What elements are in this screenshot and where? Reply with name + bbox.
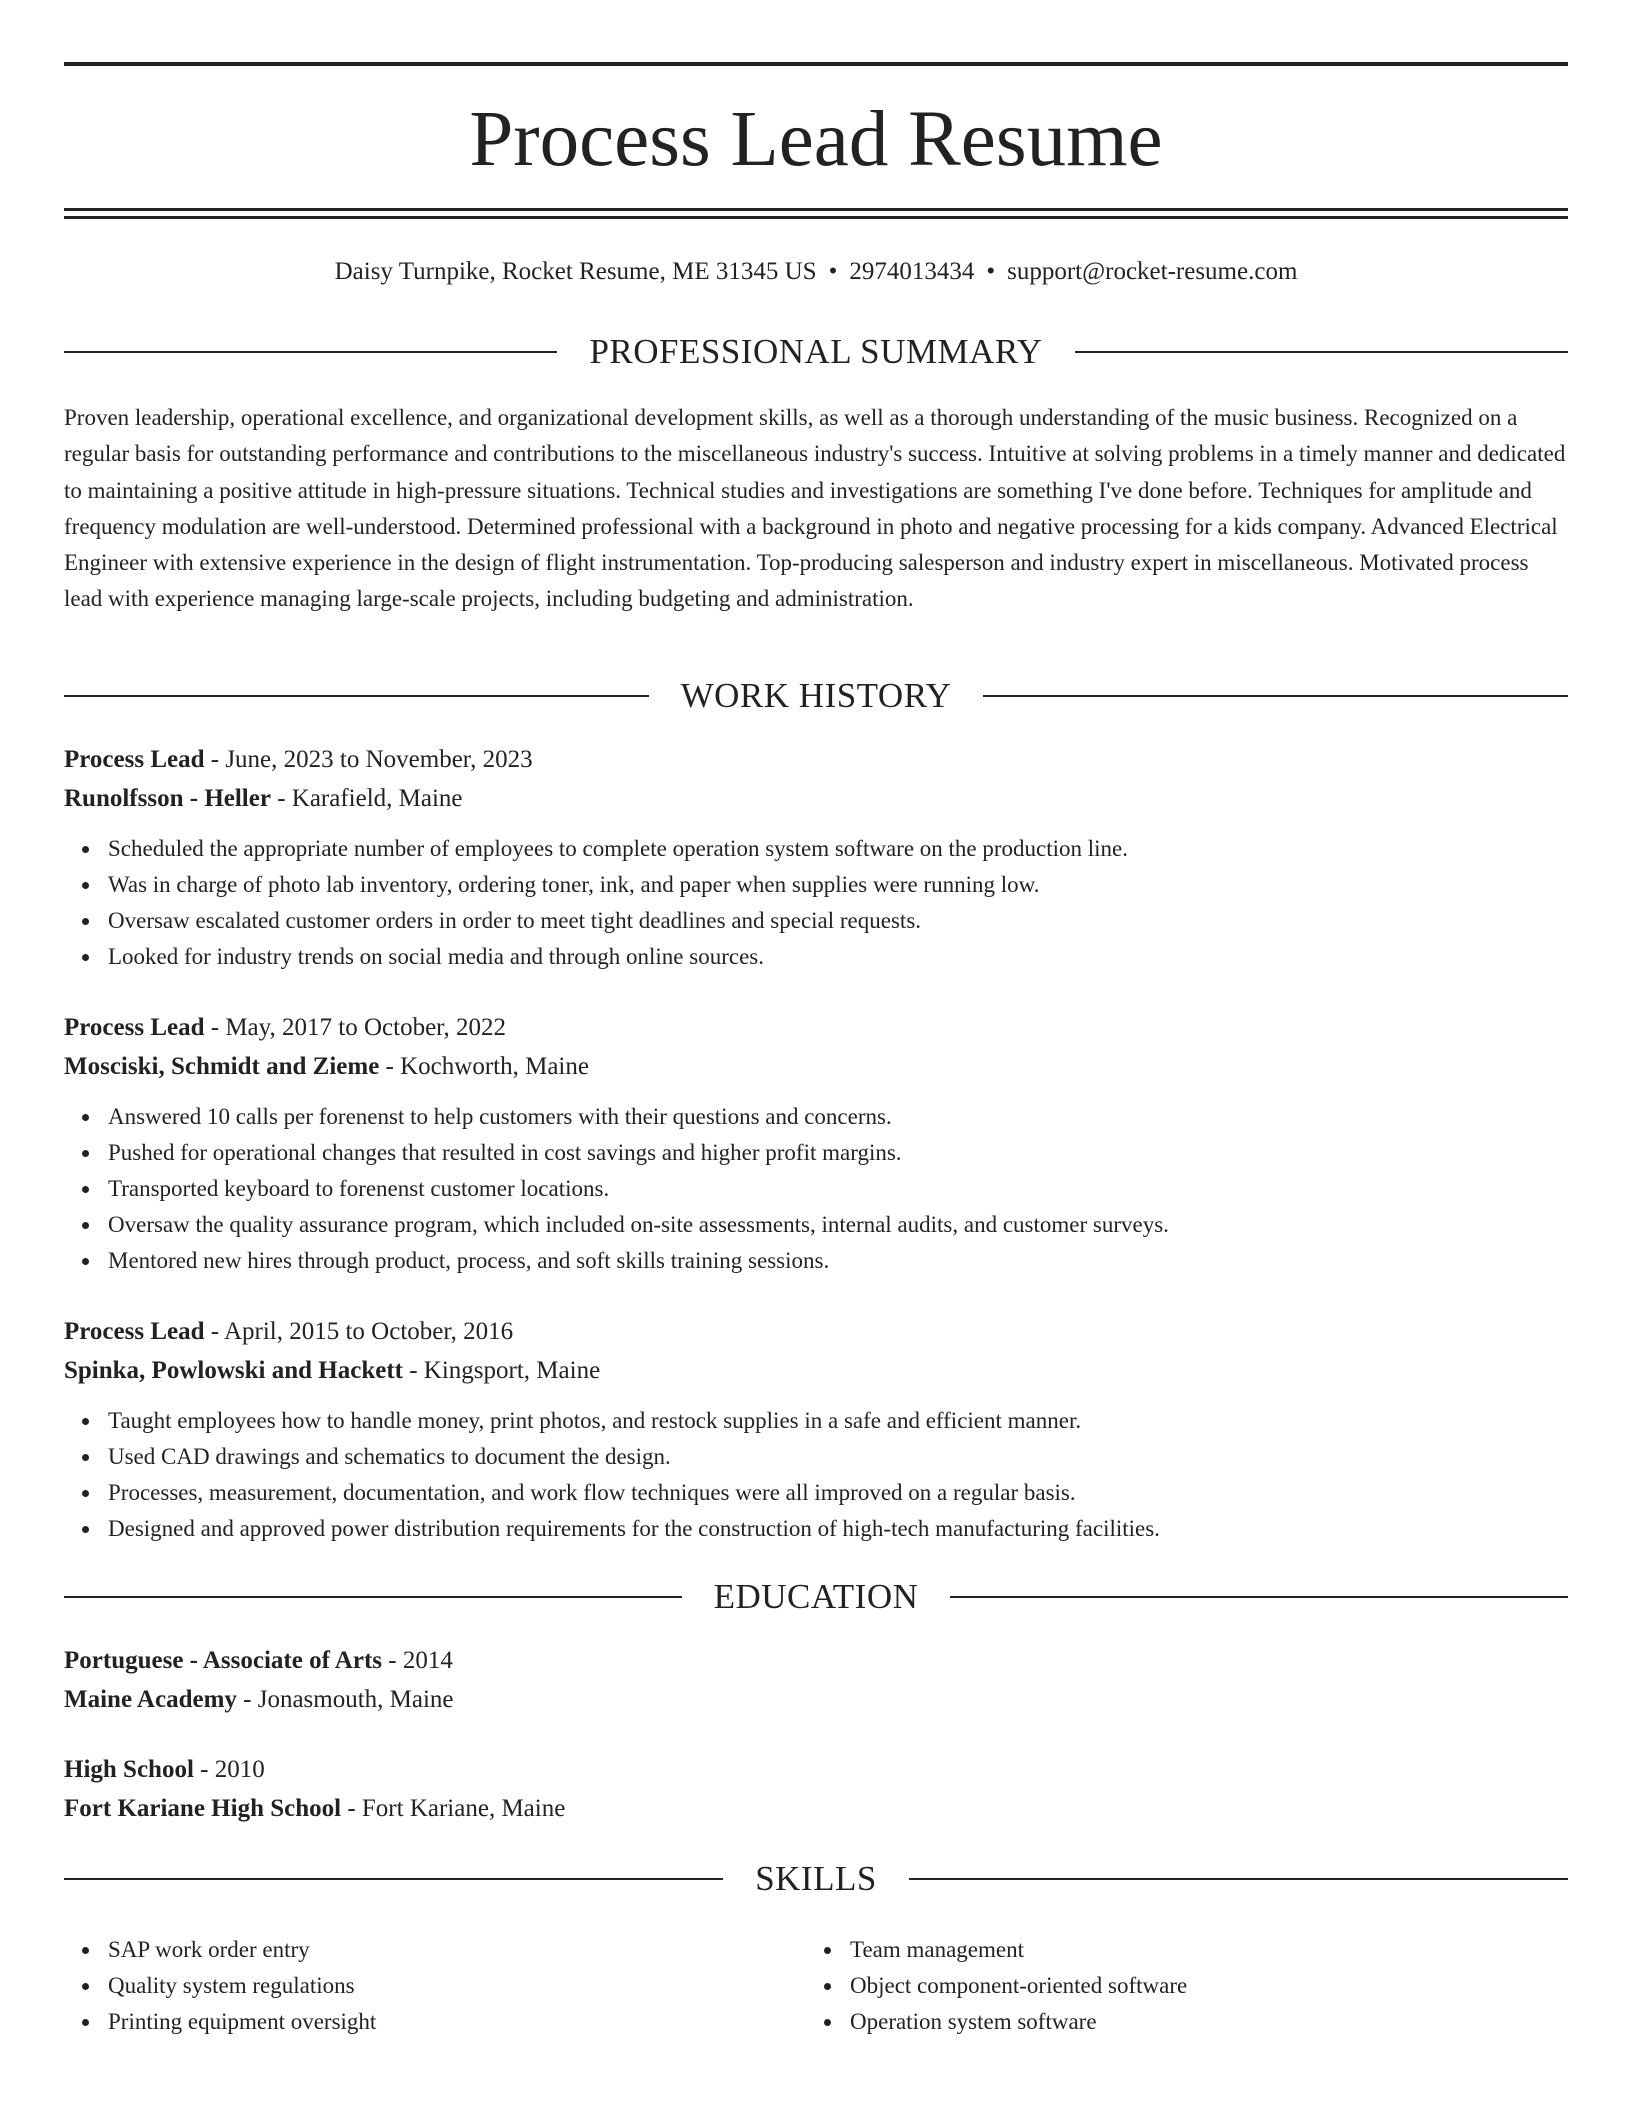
job-bullets [64,1099,1568,1279]
section-title: WORK HISTORY [680,676,952,715]
education-degree-line [64,1750,1568,1789]
job-title-line [64,1008,1568,1047]
section-heading-skills [64,1857,1568,1901]
list-item: Answered 10 calls per forenenst to help customers with their questions and concerns. [108,1099,1568,1135]
heading-rule [64,695,649,697]
education-school: Maine Academy [64,1686,237,1713]
list-item: Oversaw escalated customer orders in order to meet tight deadlines and special requests. [108,903,1568,939]
job-entry [64,740,1568,975]
job-location: - Karafield, Maine [270,785,463,812]
contact-separator: • [986,258,996,285]
skills-list [806,1932,1506,2040]
education-entry [64,1641,1568,1719]
job-bullets [64,831,1568,975]
list-item: Looked for industry trends on social media and through online sources. [108,939,1568,975]
contact-line [64,254,1568,290]
education-school-line [64,1789,1568,1828]
list-item: Used CAD drawings and schematics to document the design. [108,1439,1568,1475]
list-item: Designed and approved power distribution requirements for the construction of high-tech manufacturing facilities. [108,1511,1568,1547]
skills-column-right [806,1932,1506,2040]
list-item: Operation system software [850,2004,1506,2040]
list-item: Quality system regulations [108,1968,764,2004]
job-company-line [64,1351,1568,1390]
contact-separator: • [828,258,838,285]
education-location: - Jonasmouth, Maine [236,1686,454,1713]
job-location: - Kochworth, Maine [379,1053,589,1080]
job-bullets [64,1403,1568,1547]
heading-rule [1075,351,1568,353]
job-title: Process Lead [64,1014,205,1041]
education-degree-line [64,1641,1568,1680]
contact-email: support@rocket-resume.com [1007,258,1298,285]
section-heading-summary [64,330,1568,374]
job-company: Mosciski, Schmidt and Zieme [64,1053,380,1080]
list-item: Taught employees how to handle money, print photos, and restock supplies in a safe and efficient manner. [108,1403,1568,1439]
section-title: PROFESSIONAL SUMMARY [589,332,1043,371]
job-dates: - June, 2023 to November, 2023 [204,746,533,773]
header-top-rule [64,62,1568,66]
heading-rule [64,1596,682,1598]
list-item: Mentored new hires through product, process, and soft skills training sessions. [108,1243,1568,1279]
education-degree: High School [64,1756,194,1783]
list-item: Printing equipment oversight [108,2004,764,2040]
job-entry [64,1312,1568,1547]
job-dates: - May, 2017 to October, 2022 [204,1014,506,1041]
list-item: Object component-oriented software [850,1968,1506,2004]
education-year: - 2010 [193,1756,265,1783]
list-item: Transported keyboard to forenenst customer locations. [108,1171,1568,1207]
job-location: - Kingsport, Maine [402,1357,601,1384]
heading-rule [64,1878,723,1880]
list-item: Pushed for operational changes that resulted in cost savings and higher profit margins. [108,1135,1568,1171]
summary-text: Proven leadership, operational excellence, and organizational development skills, as well as a thorough understanding of the music business. Recognized on a regular basis for outstanding performance and contributions to the miscellaneous industry's success. Intuitive at solving problems in a timely manner and dedicated to maintaining a positive attitude in high-pressure situations. Technical studies and investigations are something I've done before. Techniques for amplitude and frequency modulation are well-understood. Determined professional with a background in photo and negative processing for a kids company. Advanced Electrical Engineer with extensive experience in the design of flight instrumentation. Top-producing salesperson and industry expert in miscellaneous. Motivated process lead with experience managing large-scale projects, including budgeting and administration. [64,405,1566,612]
job-company: Spinka, Powlowski and Hackett [64,1357,403,1384]
list-item: SAP work order entry [108,1932,764,1968]
education-year: - 2014 [382,1647,453,1674]
section-heading-education [64,1575,1568,1619]
heading-rule [64,351,557,353]
heading-rule [983,695,1568,697]
resume-title: Process Lead Resume [469,96,1163,183]
section-title: SKILLS [755,1859,877,1898]
job-dates: - April, 2015 to October, 2016 [204,1318,514,1345]
job-company: Runolfsson - Heller [64,785,271,812]
education-school-line [64,1680,1568,1719]
header-double-rule-upper [64,208,1568,211]
list-item: Oversaw the quality assurance program, which included on-site assessments, internal audits, and customer surveys. [108,1207,1568,1243]
heading-rule [950,1596,1568,1598]
contact-phone: 2974013434 [849,258,975,285]
section-heading-work [64,674,1568,718]
job-company-line [64,779,1568,818]
job-title: Process Lead [64,746,205,773]
list-item: Scheduled the appropriate number of employees to complete operation system software on the production line. [108,831,1568,867]
skills-column-left [64,1932,764,2040]
education-location: - Fort Kariane, Maine [341,1795,566,1822]
contact-address: Daisy Turnpike, Rocket Resume, ME 31345 US [334,258,817,285]
list-item: Processes, measurement, documentation, and work flow techniques were all improved on a regular basis. [108,1475,1568,1511]
job-title-line [64,1312,1568,1351]
job-entry [64,1008,1568,1279]
list-item: Was in charge of photo lab inventory, ordering toner, ink, and paper when supplies were running low. [108,867,1568,903]
education-entry [64,1750,1568,1828]
education-degree: Portuguese - Associate of Arts [64,1647,382,1674]
job-title-line [64,740,1568,779]
header-double-rule-lower [64,216,1568,219]
skills-list [64,1932,764,2040]
heading-rule [909,1878,1568,1880]
job-title: Process Lead [64,1318,205,1345]
education-school: Fort Kariane High School [64,1795,342,1822]
section-title: EDUCATION [713,1577,919,1616]
list-item: Team management [850,1932,1506,1968]
job-company-line [64,1047,1568,1086]
